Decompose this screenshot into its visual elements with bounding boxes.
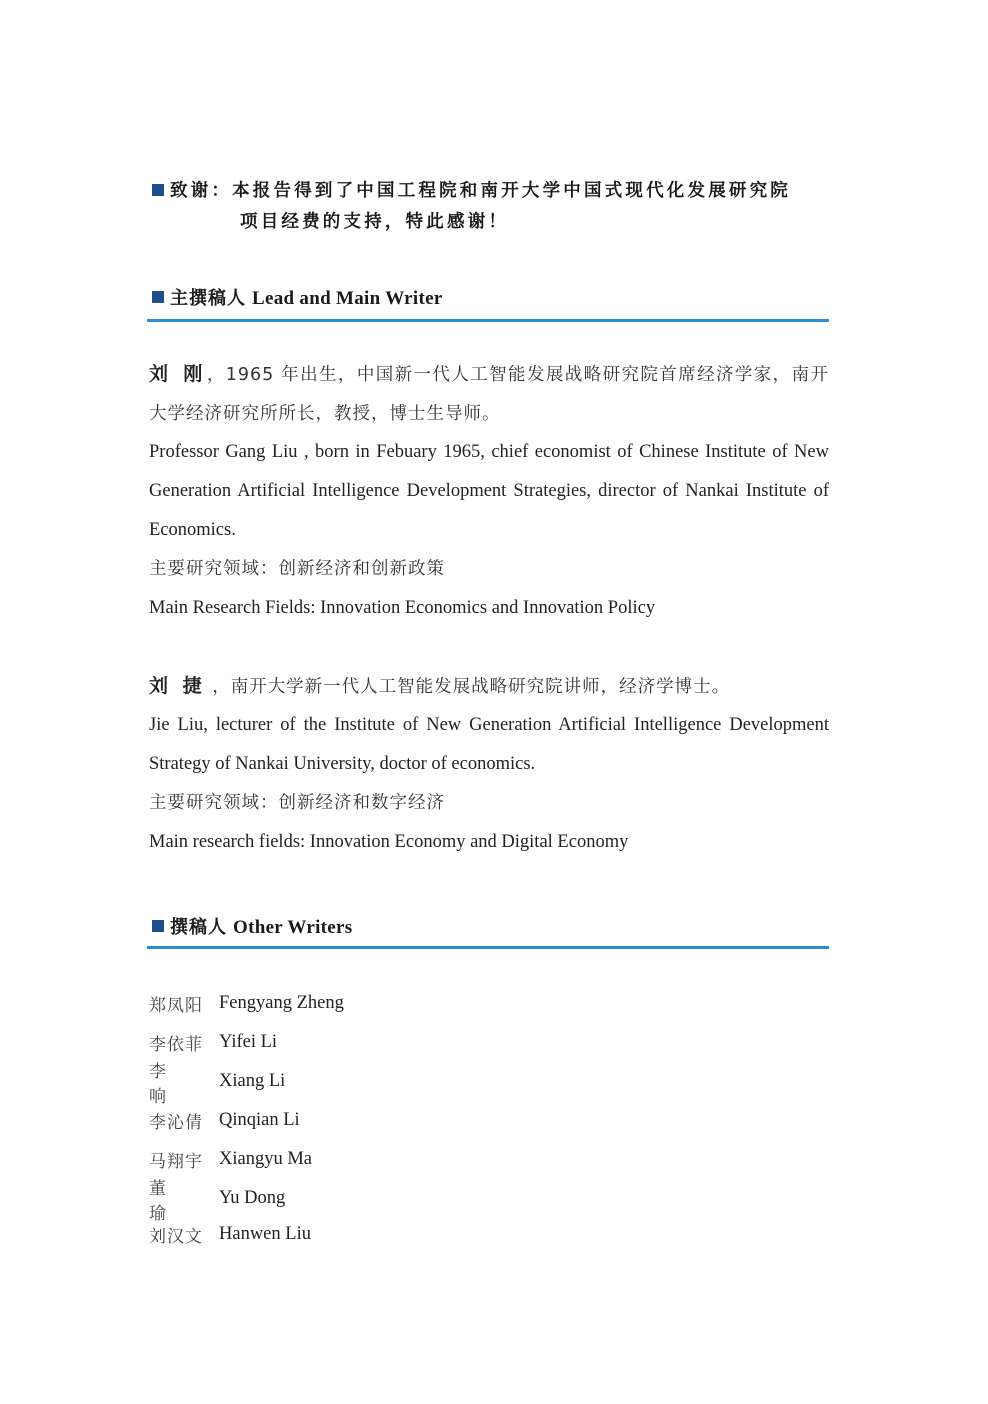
other-writers-heading-en: Other Writers (233, 917, 353, 938)
writer-name-en: Yifei Li (219, 1032, 278, 1052)
other-writers-heading-zh: 撰稿人 (170, 917, 227, 938)
acknowledgement-line-2: 项目经费的支持，特此感谢！ (240, 212, 510, 232)
writer-name-zh: 刘汉文 (149, 1227, 203, 1247)
acknowledgement (152, 176, 852, 238)
list-item (149, 984, 344, 1023)
bio-intro-en: Jie Liu, lecturer of the Institute of New Generation Artificial Intelligence Development Strategy of Nankai University, doctor of economics. (149, 715, 829, 774)
bio-intro-en: Professor Gang Liu , born in Febuary 1965, chief economist of Chinese Institute of New Generation Artificial Intelligence Development Strategies, director of Nankai Institute of Economics. (149, 442, 829, 540)
bio-name: 刘 捷 (149, 675, 206, 697)
list-item (149, 1061, 344, 1107)
bio-fields-en: Main Research Fields: Innovation Economics and Innovation Policy (149, 598, 656, 618)
writer-name-en: Qinqian Li (219, 1110, 300, 1130)
bio-fields-en: Main research fields: Innovation Economy and Digital Economy (149, 832, 629, 852)
bio-intro-zh-text: ，南开大学新一代人工智能发展战略研究院讲师，经济学博士。 (205, 677, 731, 697)
other-writers-heading (152, 913, 352, 939)
writer-name-en: Fengyang Zheng (219, 993, 344, 1013)
writer-name-en: Hanwen Liu (219, 1224, 311, 1244)
lead-writer-heading (152, 284, 443, 310)
section-divider (147, 946, 829, 949)
acknowledgement-line-1: 致谢：本报告得到了中国工程院和南开大学中国式现代化发展研究院 (170, 181, 791, 201)
list-item (149, 1101, 344, 1140)
writer-name-en: Yu Dong (219, 1188, 286, 1208)
section-divider (147, 319, 829, 322)
lead-writer-heading-zh: 主撰稿人 (170, 288, 246, 309)
writers-list (149, 984, 344, 1251)
writer-name-zh: 郑凤阳 (149, 996, 203, 1016)
bio-fields-zh: 主要研究领域：创新经济和创新政策 (149, 559, 445, 579)
writer-name-zh: 李依菲 (149, 1035, 203, 1055)
list-item (149, 1178, 344, 1224)
bullet-square-icon (152, 184, 164, 196)
bullet-square-icon (152, 920, 164, 932)
bio-intro-zh (149, 667, 829, 707)
writer-name-en: Xiang Li (219, 1071, 286, 1091)
bullet-square-icon (152, 291, 164, 303)
writer-name-en: Xiangyu Ma (219, 1149, 312, 1169)
lead-writer-heading-en: Lead and Main Writer (252, 288, 443, 309)
writer-name-zh: 李响 (149, 1061, 185, 1107)
list-item (149, 1218, 344, 1251)
bio-name: 刘 刚 (149, 363, 207, 385)
bio-fields-zh: 主要研究领域：创新经济和数字经济 (149, 793, 445, 813)
writer-name-zh: 马翔宇 (149, 1152, 203, 1172)
bio-intro-zh-text: ，1965 年出生，中国新一代人工智能发展战略研究院首席经济学家，南开大学经济研究所所长，教授，博士生导师。 (149, 365, 829, 424)
writer-name-zh: 李沁倩 (149, 1113, 203, 1133)
writer-name-zh: 董瑜 (149, 1178, 185, 1224)
bio-intro-zh (149, 355, 829, 434)
